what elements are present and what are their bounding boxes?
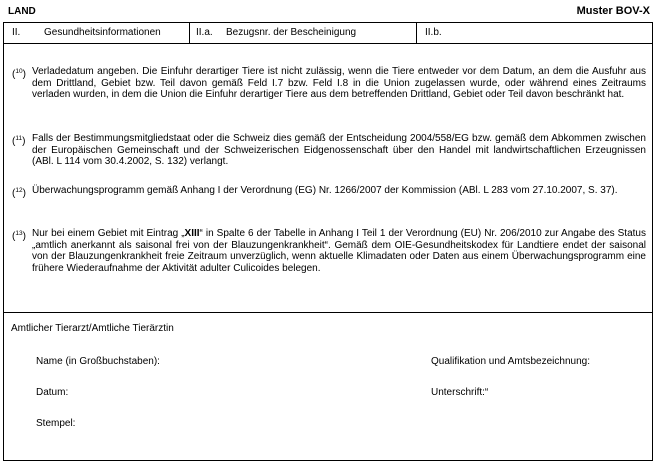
reference-title: Bezugsnr. der Bescheinigung: [226, 27, 357, 38]
footnote-marker: ($^{10}$): [12, 68, 26, 80]
footnote-marker: ($^{13}$): [12, 230, 26, 242]
reference-b-number: II.b.: [425, 27, 442, 38]
date-field-label[interactable]: Datum:: [36, 387, 69, 398]
reference-number: II.a.: [196, 27, 213, 38]
certificate-body: [3, 44, 653, 461]
reference-b-cell[interactable]: [417, 23, 652, 43]
page-header: [0, 4, 658, 18]
footnote-marker: ($^{12}$): [12, 187, 26, 199]
signature-field-label[interactable]: Unterschrift:“: [431, 387, 489, 398]
reference-cell[interactable]: [190, 23, 417, 43]
qualification-field-label[interactable]: Qualifikation und Amtsbezeichnung:: [431, 356, 590, 367]
footnote-text: Falls der Bestimmungsmitgliedstaat oder die Schweiz dies gemäß der Entscheidung 2004/558/EG bzw. gemäß dem Abkommen zwischen der Europäischen Gemeinschaft und der Schweizerischen Eidgenossenschaft über den Handel mit landwirtschaftlichen Erzeugnissen (ABl. L 114 vom 30.4.2002, S. 132) verlangt.: [32, 133, 646, 168]
footnote-marker: ($^{11}$): [12, 135, 26, 147]
section-header-row: [3, 22, 653, 44]
footnote-text: Nur bei einem Gebiet mit Eintrag „XIII“ in Spalte 6 der Tabelle in Anhang I Teil 1 der Verordnung (EU) Nr. 206/2010 zur Angabe des Status „amtlich anerkannt als saisonal frei von der Blauzungenkrankheit“. Gemäß dem OIE-Gesundheitskodex für Landtiere endet der saisonal von der Blauzungenkrankheit freie Zeitraum unverzüglich, wenn aktuelle Klimadaten oder Daten aus einem Überwachungsprogramm eine frühere Wiederaufnahme der Aktivität adulter Culicoides belegen.: [32, 228, 646, 274]
footnote: [12, 185, 646, 197]
signature-section: [4, 312, 652, 459]
country-label: LAND: [8, 6, 36, 17]
footnote-text: Überwachungsprogramm gemäß Anhang I der Verordnung (EG) Nr. 1266/2007 der Kommission (ABl. L 283 vom 27.10.2007, S. 37).: [32, 185, 618, 196]
footnote: [12, 133, 646, 168]
section-part-cell: [4, 23, 190, 43]
stamp-field-label[interactable]: Stempel:: [36, 418, 76, 429]
model-label: Muster BOV-X: [576, 5, 650, 17]
signature-heading: Amtlicher Tierarzt/Amtliche Tierärztin: [11, 323, 174, 334]
part-title: Gesundheitsinformationen: [44, 27, 161, 38]
footnotes-section: [4, 44, 652, 313]
name-field-label[interactable]: Name (in Großbuchstaben):: [36, 356, 160, 367]
part-number: II.: [12, 27, 21, 38]
footnote: [12, 66, 646, 101]
footnote-text: Verladedatum angeben. Die Einfuhr derartiger Tiere ist nicht zulässig, wenn die Tiere entweder vor dem Datum, an dem die Ausfuhr aus dem Drittland, Gebiet bzw. Teil davon gemäß Feld I.7 bzw. Feld I.8 in die Union zugelassen wurde, oder während eines Zeitraums verladen wurden, in dem die Union die Einfuhr derartiger Tiere aus dem betreffenden Drittland, Gebiet oder Teil davon beschränkt hat.: [32, 66, 646, 101]
footnote: [12, 228, 646, 274]
